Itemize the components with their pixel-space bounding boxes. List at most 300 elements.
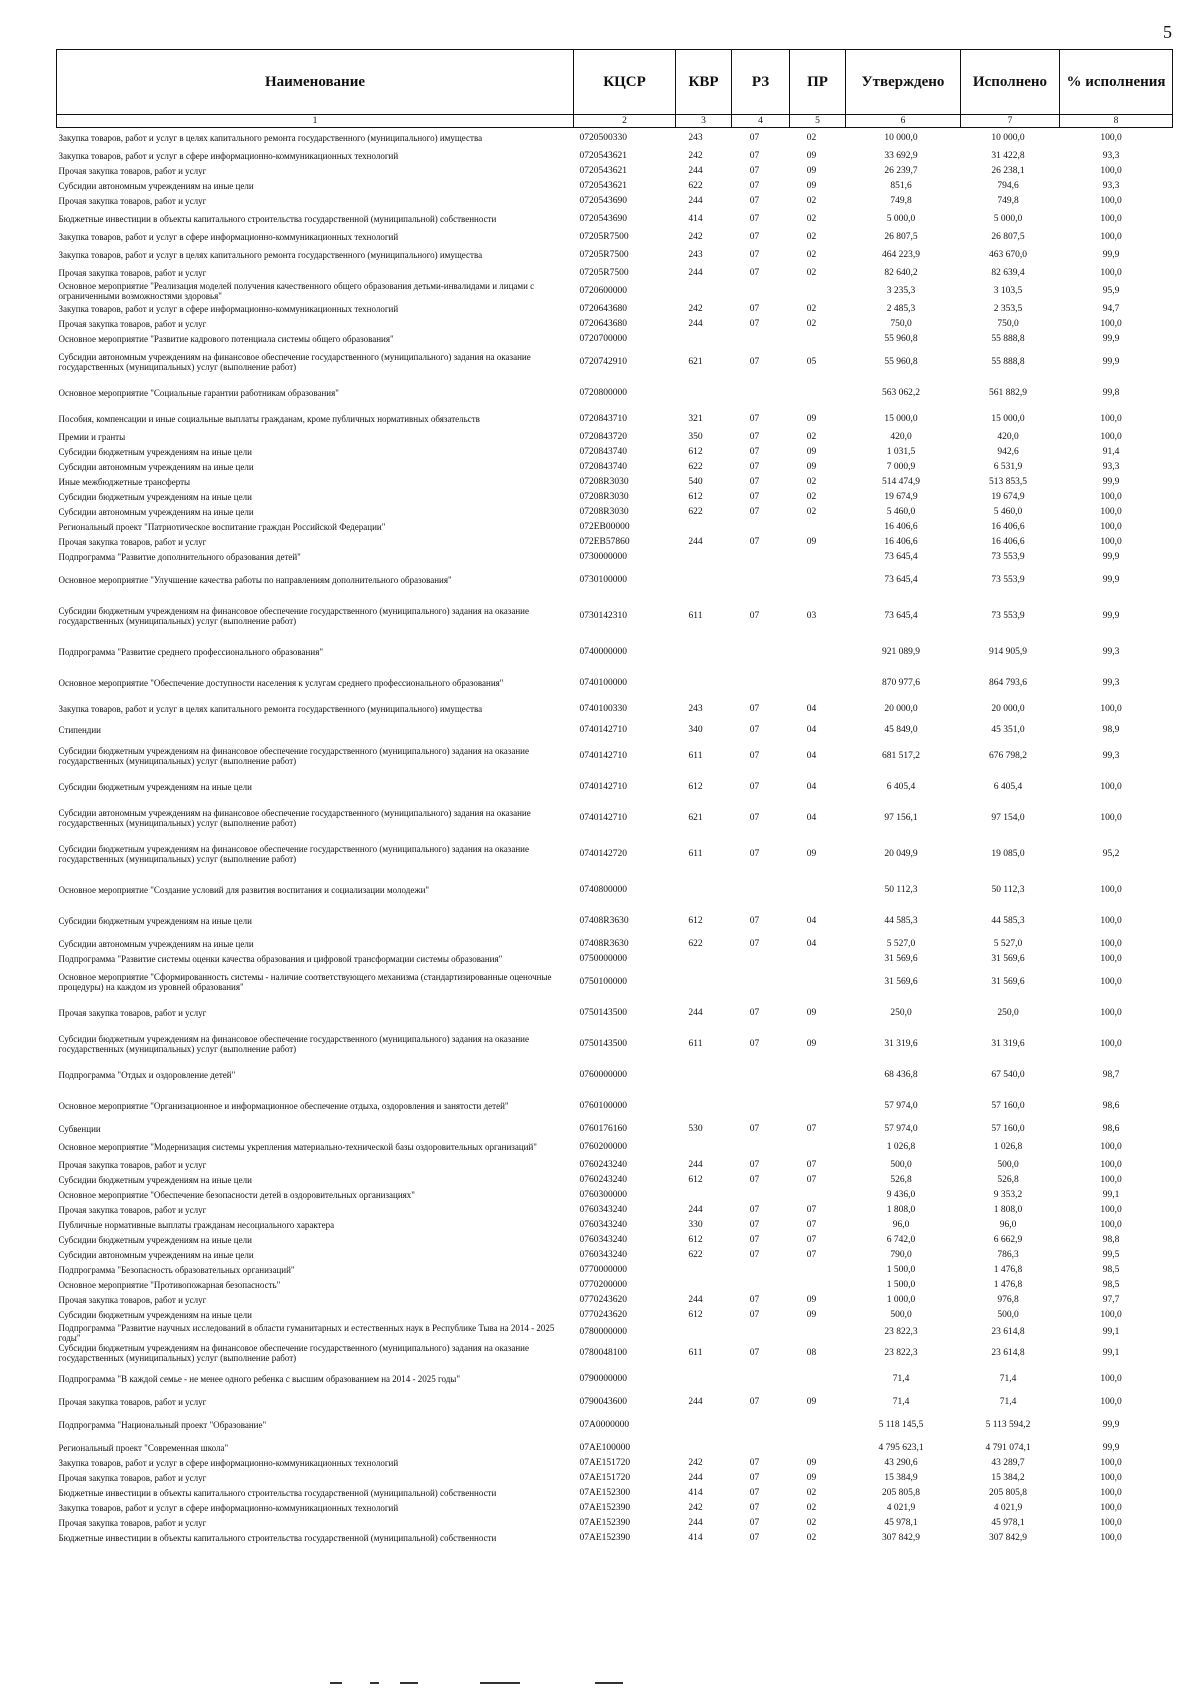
row-percent: 99,8: [1102, 387, 1120, 398]
row-executed: 513 853,5: [989, 476, 1027, 487]
row-percent: 98,5: [1102, 1279, 1120, 1290]
row-percent: 91,4: [1102, 446, 1120, 457]
row-kcsr: 0760300000: [579, 1189, 627, 1200]
row-rz: 07: [749, 165, 760, 176]
row-pr: 04: [806, 750, 817, 761]
row-executed: 16 406,6: [991, 521, 1025, 532]
table-row: [57, 668, 1173, 699]
row-name: Региональный проект "Патриотическое воспитание граждан Российской Федерации": [58, 522, 386, 532]
row-pr: 09: [806, 1396, 817, 1407]
row-name: Прочая закупка товаров, работ и услуг: [58, 1397, 207, 1407]
row-executed: 6 405,4: [993, 781, 1023, 792]
header-name: Наименование: [57, 50, 574, 115]
row-name: Субсидии бюджетным учреждениям на иные цели: [58, 492, 252, 502]
table-row: [57, 1203, 1173, 1218]
row-rz: 07: [749, 1234, 760, 1245]
row-pr: 07: [806, 1234, 817, 1245]
table-row: [57, 302, 1173, 317]
row-executed: 73 553,9: [991, 610, 1025, 621]
row-executed: 526,8: [997, 1174, 1019, 1185]
row-name: Прочая закупка товаров, работ и услуг: [58, 1473, 207, 1483]
row-executed: 82 639,4: [991, 267, 1025, 278]
row-pr: 09: [806, 446, 817, 457]
row-name: Субсидии автономным учреждениям на иные цели: [58, 181, 254, 191]
row-percent: 99,9: [1102, 476, 1120, 487]
table-row: [57, 1308, 1173, 1323]
row-percent: 99,1: [1102, 1189, 1120, 1200]
row-kvr: [676, 1263, 732, 1278]
row-rz: 07: [749, 1517, 760, 1528]
row-approved: 23 822,3: [884, 1347, 918, 1358]
row-percent: 100,0: [1100, 132, 1122, 143]
row-percent: 99,9: [1102, 551, 1120, 562]
row-rz: 07: [749, 915, 760, 926]
row-rz: 07: [749, 703, 760, 714]
row-kvr: 414: [688, 213, 703, 224]
row-kcsr: 0770200000: [579, 1279, 627, 1290]
row-pr: 07: [806, 1174, 817, 1185]
row-kvr: 530: [688, 1123, 703, 1134]
row-executed: 73 553,9: [991, 551, 1025, 562]
row-approved: 5 527,0: [886, 938, 916, 949]
row-pr: [790, 1364, 846, 1395]
row-rz: 07: [749, 446, 760, 457]
row-rz: 07: [749, 318, 760, 329]
row-rz: 07: [749, 536, 760, 547]
row-kcsr: 0720843740: [579, 446, 627, 457]
row-rz: [732, 875, 790, 906]
row-percent: 100,0: [1100, 195, 1122, 206]
row-rz: 07: [749, 476, 760, 487]
row-name: Подпрограмма "Развитие системы оценки качества образования и цифровой трансформации системы образования": [58, 954, 503, 964]
table-row: [57, 505, 1173, 520]
row-name: Прочая закупка товаров, работ и услуг: [58, 1518, 207, 1528]
row-name: Субсидии бюджетным учреждениям на иные цели: [58, 916, 252, 926]
row-executed: 19 674,9: [991, 491, 1025, 502]
table-row: [57, 741, 1173, 772]
row-approved: 6 405,4: [886, 781, 916, 792]
row-name: Закупка товаров, работ и услуг в сфере информационно-коммуникационных технологий: [58, 1503, 399, 1513]
row-kvr: 611: [688, 848, 703, 859]
row-percent: 100,0: [1100, 812, 1122, 823]
table-row: [57, 772, 1173, 803]
row-rz: 07: [749, 812, 760, 823]
row-kvr: 350: [688, 431, 703, 442]
row-kvr: [676, 1188, 732, 1203]
row-kvr: [676, 1441, 732, 1456]
row-approved: 5 118 145,5: [878, 1419, 924, 1430]
row-rz: 07: [749, 1472, 760, 1483]
row-approved: 31 569,6: [884, 976, 918, 987]
row-percent: 100,0: [1100, 1502, 1122, 1513]
row-percent: 100,0: [1100, 1373, 1122, 1384]
row-kvr: [676, 520, 732, 535]
table-row: [57, 1516, 1173, 1531]
table-body: [57, 128, 1173, 1546]
column-number: 3: [676, 115, 732, 128]
row-percent: 97,7: [1102, 1294, 1120, 1305]
table-row: [57, 1395, 1173, 1410]
row-pr: 02: [806, 491, 817, 502]
table-row: [57, 720, 1173, 741]
row-pr: 02: [806, 267, 817, 278]
row-executed: 749,8: [997, 195, 1019, 206]
row-name: Прочая закупка товаров, работ и услуг: [58, 537, 207, 547]
row-rz: [732, 1441, 790, 1456]
header-pr: ПР: [790, 50, 846, 115]
row-executed: 2 353,5: [993, 303, 1023, 314]
row-name: Подпрограмма "Развитие дополнительного образования детей": [58, 552, 301, 562]
row-kcsr: 07205R7500: [579, 249, 629, 260]
table-row: [57, 967, 1173, 998]
row-kvr: [676, 1323, 732, 1343]
row-name: Субсидии автономным учреждениям на иные цели: [58, 939, 254, 949]
row-kvr: 242: [688, 1457, 703, 1468]
row-kcsr: 0720700000: [579, 333, 627, 344]
row-percent: 94,7: [1102, 303, 1120, 314]
row-approved: 4 021,9: [886, 1502, 916, 1513]
row-executed: 864 793,6: [989, 677, 1027, 688]
row-kcsr: 0760343240: [579, 1249, 627, 1260]
row-kcsr: 07205R7500: [579, 231, 629, 242]
row-executed: 44 585,3: [991, 915, 1025, 926]
row-kcsr: 072EB57860: [579, 536, 630, 547]
row-executed: 73 553,9: [991, 574, 1025, 585]
row-approved: 1 500,0: [886, 1279, 916, 1290]
row-kcsr: 0740800000: [579, 884, 627, 895]
row-approved: 851,6: [890, 180, 912, 191]
row-name: Подпрограмма "Безопасность образовательных организаций": [58, 1265, 295, 1275]
row-kcsr: 0780048100: [579, 1347, 627, 1358]
row-kvr: 244: [688, 1007, 703, 1018]
row-kvr: 622: [688, 938, 703, 949]
row-executed: 71,4: [999, 1373, 1017, 1384]
row-executed: 1 476,8: [993, 1279, 1023, 1290]
row-name: Премии и гранты: [58, 432, 126, 442]
row-pr: 07: [806, 1204, 817, 1215]
table-row: [57, 347, 1173, 378]
row-approved: 73 645,4: [884, 551, 918, 562]
row-kcsr: 07AE100000: [579, 1442, 631, 1453]
row-kcsr: 0790043600: [579, 1396, 627, 1407]
row-pr: [790, 875, 846, 906]
row-kvr: 340: [688, 724, 703, 735]
page-number: 5: [1163, 22, 1172, 42]
row-percent: 99,9: [1102, 574, 1120, 585]
row-approved: 10 000,0: [884, 132, 918, 143]
row-name: Прочая закупка товаров, работ и услуг: [58, 268, 207, 278]
row-executed: 307 842,9: [989, 1532, 1027, 1543]
row-kvr: 612: [688, 1234, 703, 1245]
row-kvr: 612: [688, 491, 703, 502]
row-approved: 31 569,6: [884, 953, 918, 964]
row-percent: 100,0: [1100, 1007, 1122, 1018]
row-name: Бюджетные инвестиции в объекты капитального строительства государственной (муниципальной) собственности: [58, 214, 497, 224]
row-name: Основное мероприятие "Противопожарная безопасность": [58, 1280, 281, 1290]
row-kcsr: 07208R3030: [579, 491, 629, 502]
row-rz: 07: [749, 750, 760, 761]
row-pr: 08: [806, 1347, 817, 1358]
table-row: [57, 1456, 1173, 1471]
row-approved: 45 849,0: [884, 724, 918, 735]
row-pr: 09: [806, 1294, 817, 1305]
table-row: [57, 1531, 1173, 1546]
row-rz: [732, 1137, 790, 1158]
row-pr: 04: [806, 915, 817, 926]
row-rz: 07: [749, 506, 760, 517]
row-kvr: [676, 1278, 732, 1293]
row-executed: 786,3: [997, 1249, 1019, 1260]
row-percent: 100,0: [1100, 267, 1122, 278]
row-rz: [732, 637, 790, 668]
row-rz: 07: [749, 1038, 760, 1049]
row-percent: 100,0: [1100, 1472, 1122, 1483]
row-pr: 04: [806, 781, 817, 792]
row-name: Региональный проект "Современная школа": [58, 1443, 229, 1453]
row-pr: [790, 378, 846, 409]
row-approved: 16 406,6: [884, 536, 918, 547]
row-executed: 71,4: [999, 1396, 1017, 1407]
column-number: 6: [846, 115, 961, 128]
table-row: [57, 230, 1173, 245]
row-kvr: 612: [688, 1309, 703, 1320]
column-number: 8: [1060, 115, 1173, 128]
table-row: [57, 378, 1173, 409]
row-executed: 9 353,2: [993, 1189, 1023, 1200]
row-approved: 790,0: [890, 1249, 912, 1260]
row-kcsr: 0740142710: [579, 781, 627, 792]
row-rz: [732, 1263, 790, 1278]
row-approved: 31 319,6: [884, 1038, 918, 1049]
row-kcsr: 0750143500: [579, 1038, 627, 1049]
row-percent: 100,0: [1100, 413, 1122, 424]
row-kcsr: 07208R3030: [579, 476, 629, 487]
row-percent: 93,3: [1102, 180, 1120, 191]
row-name: Субсидии бюджетным учреждениям на иные цели: [58, 1235, 252, 1245]
row-pr: 02: [806, 1532, 817, 1543]
table-row: [57, 1471, 1173, 1486]
row-percent: 100,0: [1100, 1487, 1122, 1498]
row-executed: 420,0: [997, 431, 1019, 442]
row-percent: 99,9: [1102, 1442, 1120, 1453]
row-executed: 5 460,0: [993, 506, 1023, 517]
row-rz: [732, 1323, 790, 1343]
column-number: 4: [732, 115, 790, 128]
row-executed: 43 289,7: [991, 1457, 1025, 1468]
row-kcsr: 0720543690: [579, 195, 627, 206]
row-pr: 09: [806, 1038, 817, 1049]
row-pr: [790, 952, 846, 967]
row-pr: [790, 1278, 846, 1293]
row-percent: 100,0: [1100, 1457, 1122, 1468]
row-name: Публичные нормативные выплаты гражданам несоциального характера: [58, 1220, 335, 1230]
row-percent: 100,0: [1100, 506, 1122, 517]
row-pr: [790, 637, 846, 668]
row-kvr: 540: [688, 476, 703, 487]
row-kvr: [676, 875, 732, 906]
row-kvr: [676, 637, 732, 668]
row-name: Субвенции: [58, 1124, 101, 1134]
row-executed: 4 791 074,1: [985, 1442, 1031, 1453]
row-percent: 99,9: [1102, 610, 1120, 621]
row-rz: [732, 1060, 790, 1091]
row-executed: 23 614,8: [991, 1347, 1025, 1358]
row-rz: 07: [749, 303, 760, 314]
table-row: [57, 1343, 1173, 1364]
table-row: [57, 1293, 1173, 1308]
row-percent: 100,0: [1100, 1309, 1122, 1320]
row-kcsr: 07408R3630: [579, 915, 629, 926]
header-rz: РЗ: [732, 50, 790, 115]
row-executed: 31 319,6: [991, 1038, 1025, 1049]
row-pr: 02: [806, 1502, 817, 1513]
row-name: Основное мероприятие "Обеспечение безопасности детей в оздоровительных организациях": [58, 1190, 415, 1200]
row-kvr: [676, 952, 732, 967]
row-pr: 03: [806, 610, 817, 621]
row-pr: 09: [806, 413, 817, 424]
row-approved: 26 807,5: [884, 231, 918, 242]
row-kvr: [676, 281, 732, 302]
table-row: [57, 149, 1173, 164]
row-pr: [790, 1060, 846, 1091]
row-executed: 1 476,8: [993, 1264, 1023, 1275]
row-name: Прочая закупка товаров, работ и услуг: [58, 1008, 207, 1018]
table-row: [57, 281, 1173, 302]
row-rz: [732, 1278, 790, 1293]
row-pr: 09: [806, 1472, 817, 1483]
row-executed: 5 113 594,2: [985, 1419, 1031, 1430]
row-kvr: 244: [688, 536, 703, 547]
row-rz: 07: [749, 781, 760, 792]
row-approved: 5 460,0: [886, 506, 916, 517]
row-pr: 09: [806, 150, 817, 161]
row-pr: [790, 1441, 846, 1456]
row-name: Стипендии: [58, 725, 101, 735]
row-approved: 73 645,4: [884, 574, 918, 585]
row-pr: 09: [806, 1457, 817, 1468]
table-row: [57, 409, 1173, 430]
row-rz: 07: [749, 938, 760, 949]
header-approved: Утверждено: [846, 50, 961, 115]
row-approved: 71,4: [892, 1373, 910, 1384]
row-name: Закупка товаров, работ и услуг в сфере информационно-коммуникационных технологий: [58, 304, 399, 314]
row-pr: 04: [806, 724, 817, 735]
row-kcsr: 0730000000: [579, 551, 627, 562]
row-rz: [732, 550, 790, 565]
row-kvr: 244: [688, 1294, 703, 1305]
row-rz: [732, 1364, 790, 1395]
table-row: [57, 317, 1173, 332]
row-rz: 07: [749, 1487, 760, 1498]
row-name: Прочая закупка товаров, работ и услуг: [58, 319, 207, 329]
row-percent: 100,0: [1100, 1517, 1122, 1528]
row-pr: 07: [806, 1159, 817, 1170]
row-rz: 07: [749, 1219, 760, 1230]
row-name: Основное мероприятие "Развитие кадрового потенциала системы общего образования": [58, 334, 394, 344]
row-approved: 55 960,8: [884, 356, 918, 367]
row-kvr: [676, 668, 732, 699]
table-row: [57, 699, 1173, 720]
row-rz: 07: [749, 431, 760, 442]
row-name: Основное мероприятие "Создание условий для развития воспитания и социализации молодежи": [58, 885, 430, 895]
row-name: Подпрограмма "Национальный проект "Образование": [58, 1420, 267, 1430]
table-row: [57, 998, 1173, 1029]
row-kcsr: 0760343240: [579, 1234, 627, 1245]
row-rz: 07: [749, 461, 760, 472]
row-kvr: 244: [688, 1204, 703, 1215]
row-approved: 526,8: [890, 1174, 912, 1185]
table-row: [57, 1158, 1173, 1173]
row-percent: 95,9: [1102, 285, 1120, 296]
scan-artifact: [330, 1682, 650, 1685]
row-name: Закупка товаров, работ и услуг в сфере информационно-коммуникационных технологий: [58, 151, 399, 161]
row-percent: 93,3: [1102, 461, 1120, 472]
row-percent: 98,5: [1102, 1264, 1120, 1275]
row-name: Субсидии бюджетным учреждениям на финансовое обеспечение государственного (муниципального) задания на оказание государственных (муниципальных) услуг (выполнение работ): [58, 606, 529, 626]
row-rz: 07: [749, 413, 760, 424]
table-row: [57, 1263, 1173, 1278]
row-kcsr: 0720843710: [579, 413, 627, 424]
table-row: [57, 1122, 1173, 1137]
row-name: Иные межбюджетные трансферты: [58, 477, 191, 487]
row-percent: 100,0: [1100, 1204, 1122, 1215]
row-approved: 563 062,2: [882, 387, 920, 398]
row-kvr: 622: [688, 461, 703, 472]
row-name: Субсидии бюджетным учреждениям на финансовое обеспечение государственного (муниципального) задания на оказание государственных (муниципальных) услуг (выполнение работ): [58, 746, 529, 766]
row-rz: [732, 668, 790, 699]
row-executed: 976,8: [997, 1294, 1019, 1305]
row-name: Основное мероприятие "Организационное и информационное обеспечение отдыха, оздоровления и занятости детей": [58, 1101, 509, 1111]
row-kcsr: 07A0000000: [579, 1419, 630, 1430]
row-approved: 9 436,0: [886, 1189, 916, 1200]
row-approved: 97 156,1: [884, 812, 918, 823]
row-name: Основное мероприятие "Сформированность системы - наличие соответствующего механизма (стандартизированные оценочные процедуры) на каждом из уровней образования": [58, 972, 552, 992]
row-executed: 4 021,9: [993, 1502, 1023, 1513]
row-executed: 10 000,0: [991, 132, 1025, 143]
row-rz: 07: [749, 132, 760, 143]
row-rz: 07: [749, 1204, 760, 1215]
row-rz: 07: [749, 1249, 760, 1260]
row-name: Прочая закупка товаров, работ и услуг: [58, 1205, 207, 1215]
row-pr: 02: [806, 213, 817, 224]
row-kvr: 244: [688, 1517, 703, 1528]
row-kvr: [676, 1137, 732, 1158]
table-row: [57, 637, 1173, 668]
row-kcsr: 07AE151720: [579, 1472, 631, 1483]
row-percent: 100,0: [1100, 231, 1122, 242]
row-executed: 750,0: [997, 318, 1019, 329]
row-pr: [790, 565, 846, 596]
row-name: Подпрограмма "Отдых и оздоровление детей": [58, 1070, 236, 1080]
table-row: [57, 164, 1173, 179]
row-pr: 02: [806, 318, 817, 329]
row-rz: 07: [749, 1007, 760, 1018]
row-executed: 31 422,8: [991, 150, 1025, 161]
row-kvr: [676, 1364, 732, 1395]
row-approved: 43 290,6: [884, 1457, 918, 1468]
table-row: [57, 194, 1173, 209]
row-executed: 463 670,0: [989, 249, 1027, 260]
row-name: Субсидии бюджетным учреждениям на финансовое обеспечение государственного (муниципального) задания на оказание государственных (муниципальных) услуг (выполнение работ): [58, 844, 529, 864]
row-executed: 794,6: [997, 180, 1019, 191]
row-kcsr: 0720543621: [579, 150, 627, 161]
row-name: Прочая закупка товаров, работ и услуг: [58, 196, 207, 206]
table-row: [57, 596, 1173, 637]
row-kcsr: 0720643680: [579, 303, 627, 314]
row-kcsr: 0750143500: [579, 1007, 627, 1018]
table-row: [57, 1410, 1173, 1441]
row-kcsr: 0720742910: [579, 356, 627, 367]
